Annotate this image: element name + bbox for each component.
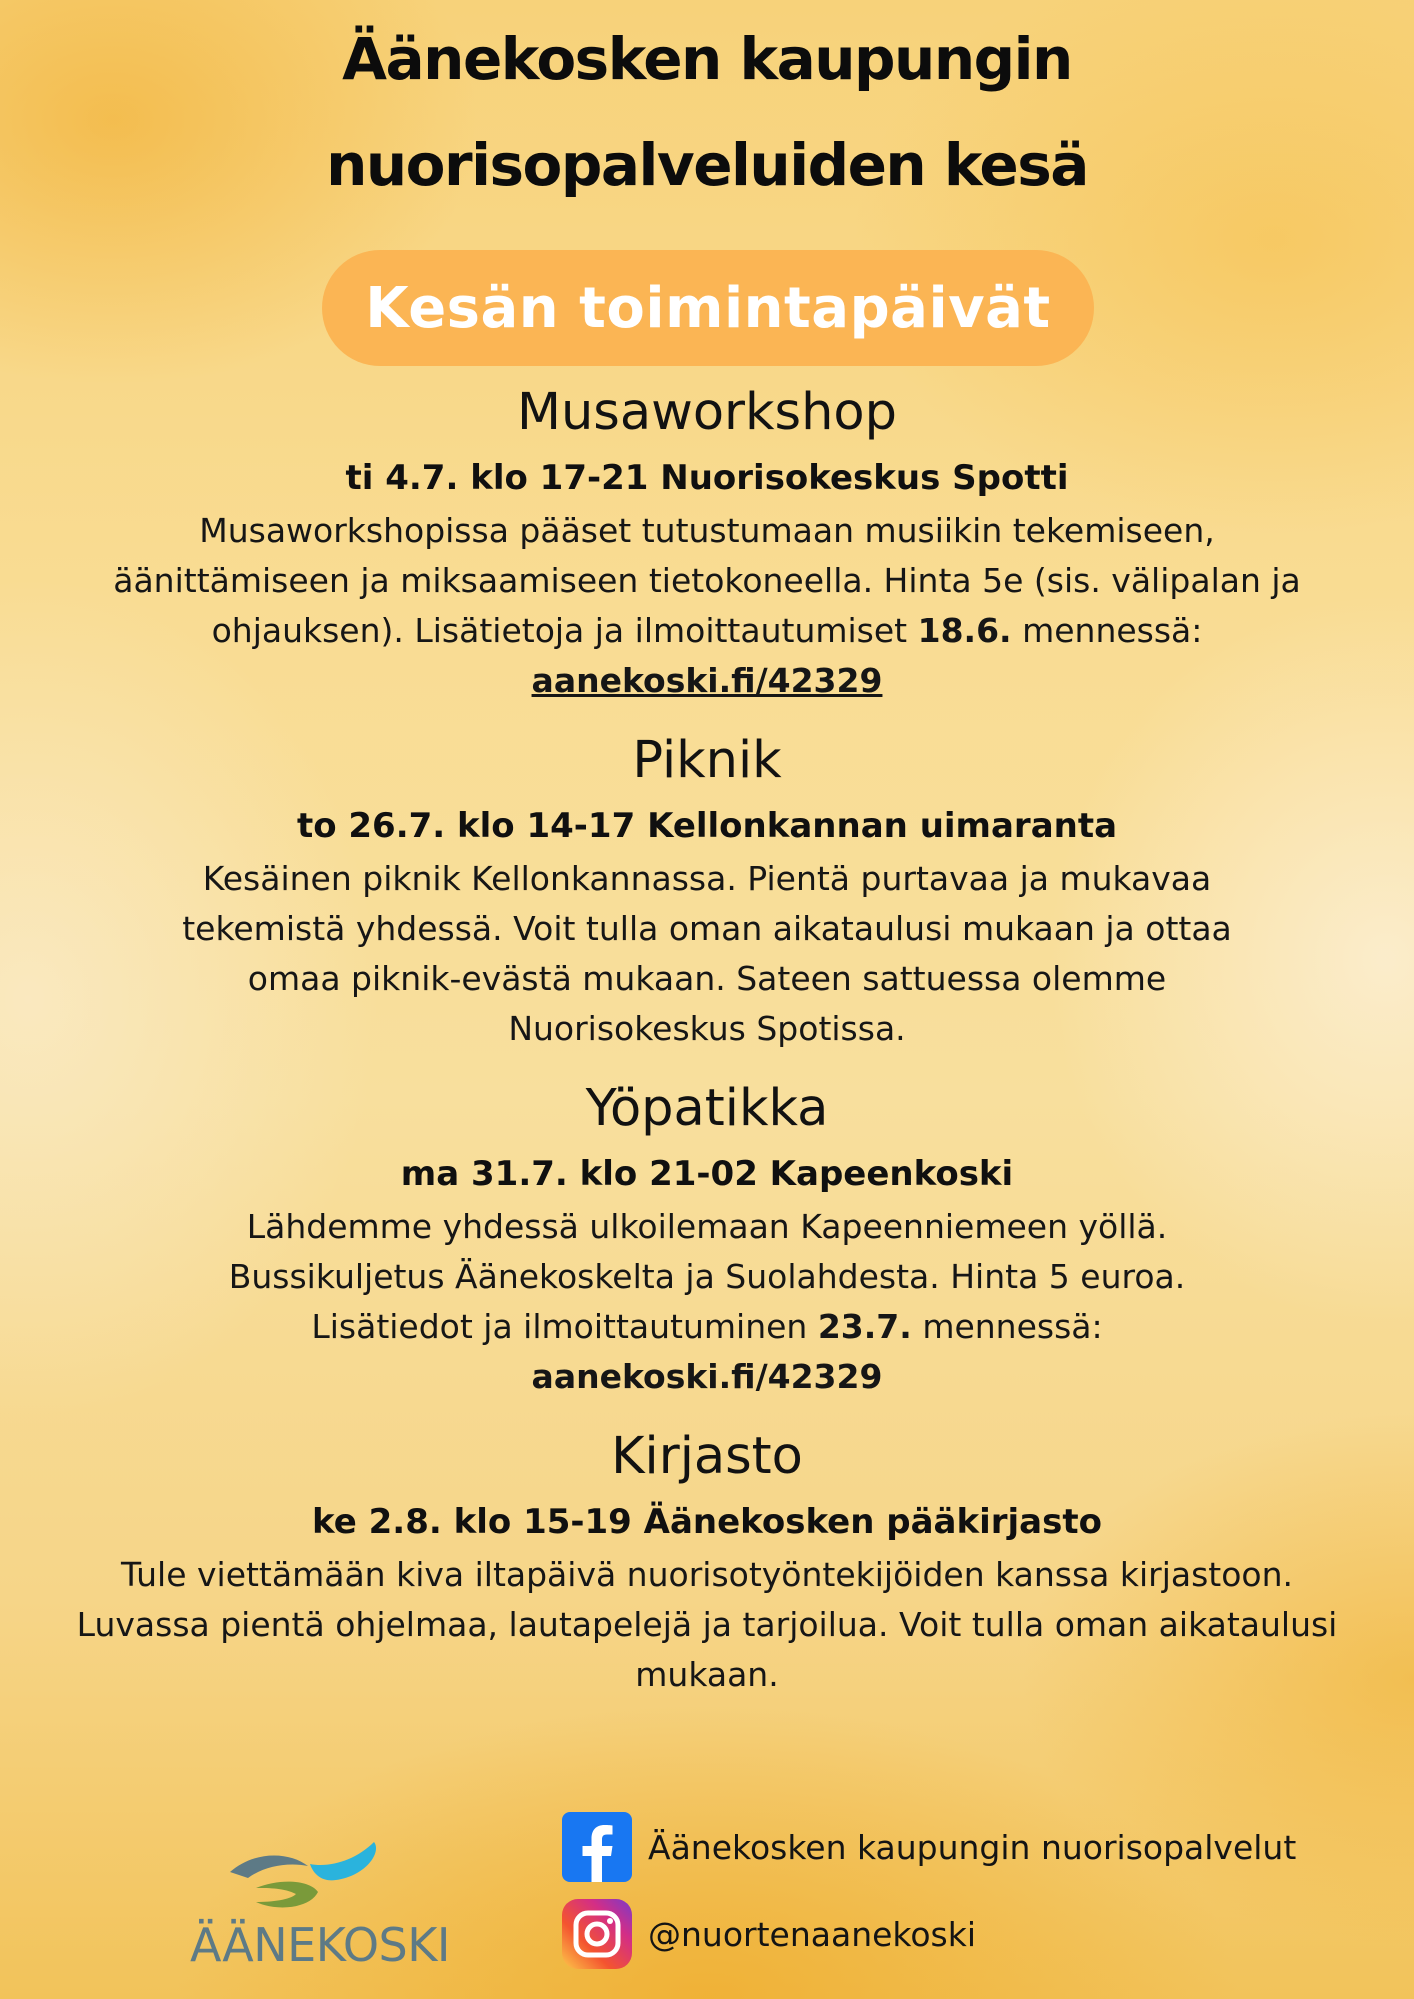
page-title xyxy=(0,6,1414,218)
facebook-page-name: Äänekosken kaupungin nuorisopalvelut xyxy=(648,1827,1297,1867)
instagram-link[interactable] xyxy=(562,1899,976,1969)
event-when: ke 2.8. klo 15-19 Äänekosken pääkirjasto xyxy=(312,1502,1102,1542)
desc-line: Bussikuljetus Äänekoskelta ja Suolahdesta. Hinta 5 euroa. xyxy=(228,1257,1186,1296)
event-description xyxy=(40,506,1374,706)
section-banner-label: Kesän toimintapäivät xyxy=(365,275,1051,341)
desc-line: Nuorisokeskus Spotissa. xyxy=(508,1009,906,1048)
desc-text: Lisätiedot ja ilmoittautuminen xyxy=(311,1307,808,1346)
event-kirjasto xyxy=(40,1420,1374,1700)
deadline-date: 23.7. xyxy=(817,1307,912,1346)
desc-line xyxy=(40,1352,1374,1402)
event-title: Yöpatikka xyxy=(585,1079,829,1138)
instagram-icon xyxy=(562,1899,632,1969)
desc-line xyxy=(40,606,1374,656)
desc-line: Kesäinen piknik Kellonkannassa. Pientä purtavaa ja mukavaa xyxy=(202,859,1212,898)
event-title: Musaworkshop xyxy=(516,383,898,442)
event-title: Kirjasto xyxy=(611,1427,803,1486)
aanekoski-logo xyxy=(160,1822,480,1972)
desc-line: mukaan. xyxy=(635,1655,779,1694)
title-line-2: nuorisopalveluiden kesä xyxy=(326,131,1088,199)
deadline-date: 18.6. xyxy=(917,611,1012,650)
registration-link[interactable]: aanekoski.fi/42329 xyxy=(531,1357,883,1396)
event-title: Piknik xyxy=(632,731,782,790)
desc-line: omaa piknik-evästä mukaan. Sateen sattuessa olemme xyxy=(247,959,1167,998)
event-musaworkshop xyxy=(40,376,1374,706)
instagram-handle: @nuortenaanekoski xyxy=(648,1914,977,1954)
event-yopatikka xyxy=(40,1072,1374,1402)
aanekoski-logo-mark xyxy=(160,1822,480,1918)
event-when: ma 31.7. klo 21-02 Kapeenkoski xyxy=(400,1154,1014,1194)
desc-text: ohjauksen). Lisätietoja ja ilmoittautumiset xyxy=(211,611,908,650)
events-list xyxy=(40,376,1374,1700)
facebook-icon xyxy=(562,1812,632,1882)
desc-line xyxy=(40,1302,1374,1352)
event-description xyxy=(40,854,1374,1054)
logo-text: ÄÄNEKOSKI xyxy=(190,1918,450,1972)
event-when: to 26.7. klo 14-17 Kellonkannan uimaranta xyxy=(296,806,1118,846)
section-banner xyxy=(322,250,1094,366)
event-when: ti 4.7. klo 17-21 Nuorisokeskus Spotti xyxy=(345,458,1069,498)
desc-line: äänittämiseen ja miksaamiseen tietokoneella. Hinta 5e (sis. välipalan ja xyxy=(113,561,1301,600)
desc-line: Lähdemme yhdessä ulkoilemaan Kapeenniemeen yöllä. xyxy=(246,1207,1168,1246)
title-line-1: Äänekosken kaupungin xyxy=(342,25,1072,93)
event-description xyxy=(40,1202,1374,1402)
desc-line xyxy=(40,656,1374,706)
desc-text: mennessä: xyxy=(1022,611,1203,650)
desc-text: mennessä: xyxy=(922,1307,1103,1346)
event-description xyxy=(40,1550,1374,1700)
desc-line: tekemistä yhdessä. Voit tulla oman aikataulusi mukaan ja ottaa xyxy=(182,909,1232,948)
desc-line: Luvassa pientä ohjelmaa, lautapelejä ja tarjoilua. Voit tulla oman aikataulusi xyxy=(76,1605,1338,1644)
registration-link[interactable]: aanekoski.fi/42329 xyxy=(531,661,883,700)
event-piknik xyxy=(40,724,1374,1054)
desc-line: Tule viettämään kiva iltapäivä nuorisotyöntekijöiden kanssa kirjastoon. xyxy=(120,1555,1294,1594)
facebook-link[interactable] xyxy=(562,1812,1296,1882)
desc-line: Musaworkshopissa pääset tutustumaan musiikin tekemiseen, xyxy=(199,511,1215,550)
